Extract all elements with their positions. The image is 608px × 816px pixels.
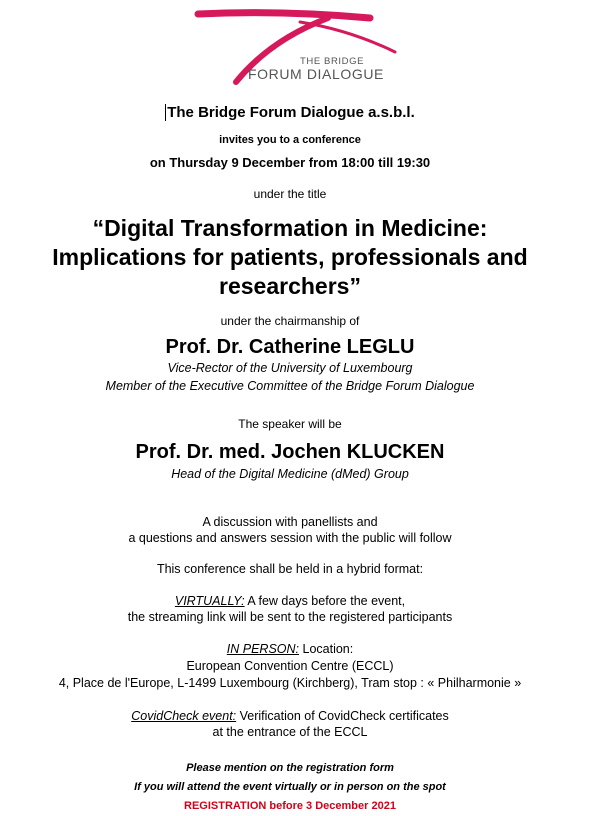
venue-name: European Convention Centre (ECCL): [186, 659, 394, 673]
organization-name: [0, 104, 580, 121]
speaker-role: Head of the Digital Medicine (dMed) Group: [171, 467, 409, 481]
registration-deadline: REGISTRATION before 3 December 2021: [184, 800, 396, 812]
registration-note-1: Please mention on the registration form: [186, 762, 394, 774]
logo: [0, 0, 608, 90]
under-title-text: under the title: [253, 187, 327, 201]
conference-title-line-2: Implications for patients, professionals and: [52, 244, 528, 270]
chair-role-2: Member of the Executive Committee of the Bridge Forum Dialogue: [105, 379, 475, 393]
chair-name: Prof. Dr. Catherine LEGLU: [165, 336, 415, 358]
chair-intro: under the chairmanship of: [220, 314, 360, 328]
discussion-line-1: A discussion with panellists and: [202, 515, 378, 529]
in-person-text: Location:: [299, 642, 354, 656]
invitation-text: invites you to a conference: [219, 134, 361, 146]
registration-note-2: If you will attend the event virtually or in person on the spot: [134, 781, 446, 793]
organization-text: The Bridge Forum Dialogue a.s.b.l.: [167, 104, 415, 121]
chair-role-1: Vice-Rector of the University of Luxembourg: [167, 361, 413, 375]
covid-text: Verification of CovidCheck certificates: [236, 709, 449, 723]
discussion-line-2: a questions and answers session with the public will follow: [128, 531, 452, 545]
in-person-label: IN PERSON:: [226, 642, 300, 656]
event-date: on Thursday 9 December from 18:00 till 19:30: [149, 155, 431, 170]
covid-line-2: at the entrance of the ECCL: [212, 725, 368, 739]
hybrid-format-text: This conference shall be held in a hybrid format:: [156, 562, 424, 576]
speaker-intro: The speaker will be: [238, 417, 342, 431]
virtual-text: A few days before the event,: [244, 594, 406, 608]
covid-line-1: [0, 709, 580, 723]
speaker-name: Prof. Dr. med. Jochen KLUCKEN: [135, 441, 445, 463]
venue-address: 4, Place de l'Europe, L-1499 Luxembourg (Kirchberg), Tram stop : « Philharmonie »: [58, 676, 522, 690]
virtual-label: VIRTUALLY:: [174, 594, 245, 608]
conference-title-line-1: “Digital Transformation in Medicine:: [92, 215, 488, 241]
virtual-line-1: [0, 594, 580, 608]
logo-text-bottom: FORUM DIALOGUE: [248, 66, 384, 82]
covid-label: CovidCheck event:: [131, 709, 237, 723]
in-person-line-1: [0, 642, 580, 656]
virtual-line-2: the streaming link will be sent to the registered participants: [127, 610, 453, 624]
logo-text-top: THE BRIDGE: [300, 56, 365, 67]
conference-title-line-3: researchers”: [219, 273, 361, 299]
